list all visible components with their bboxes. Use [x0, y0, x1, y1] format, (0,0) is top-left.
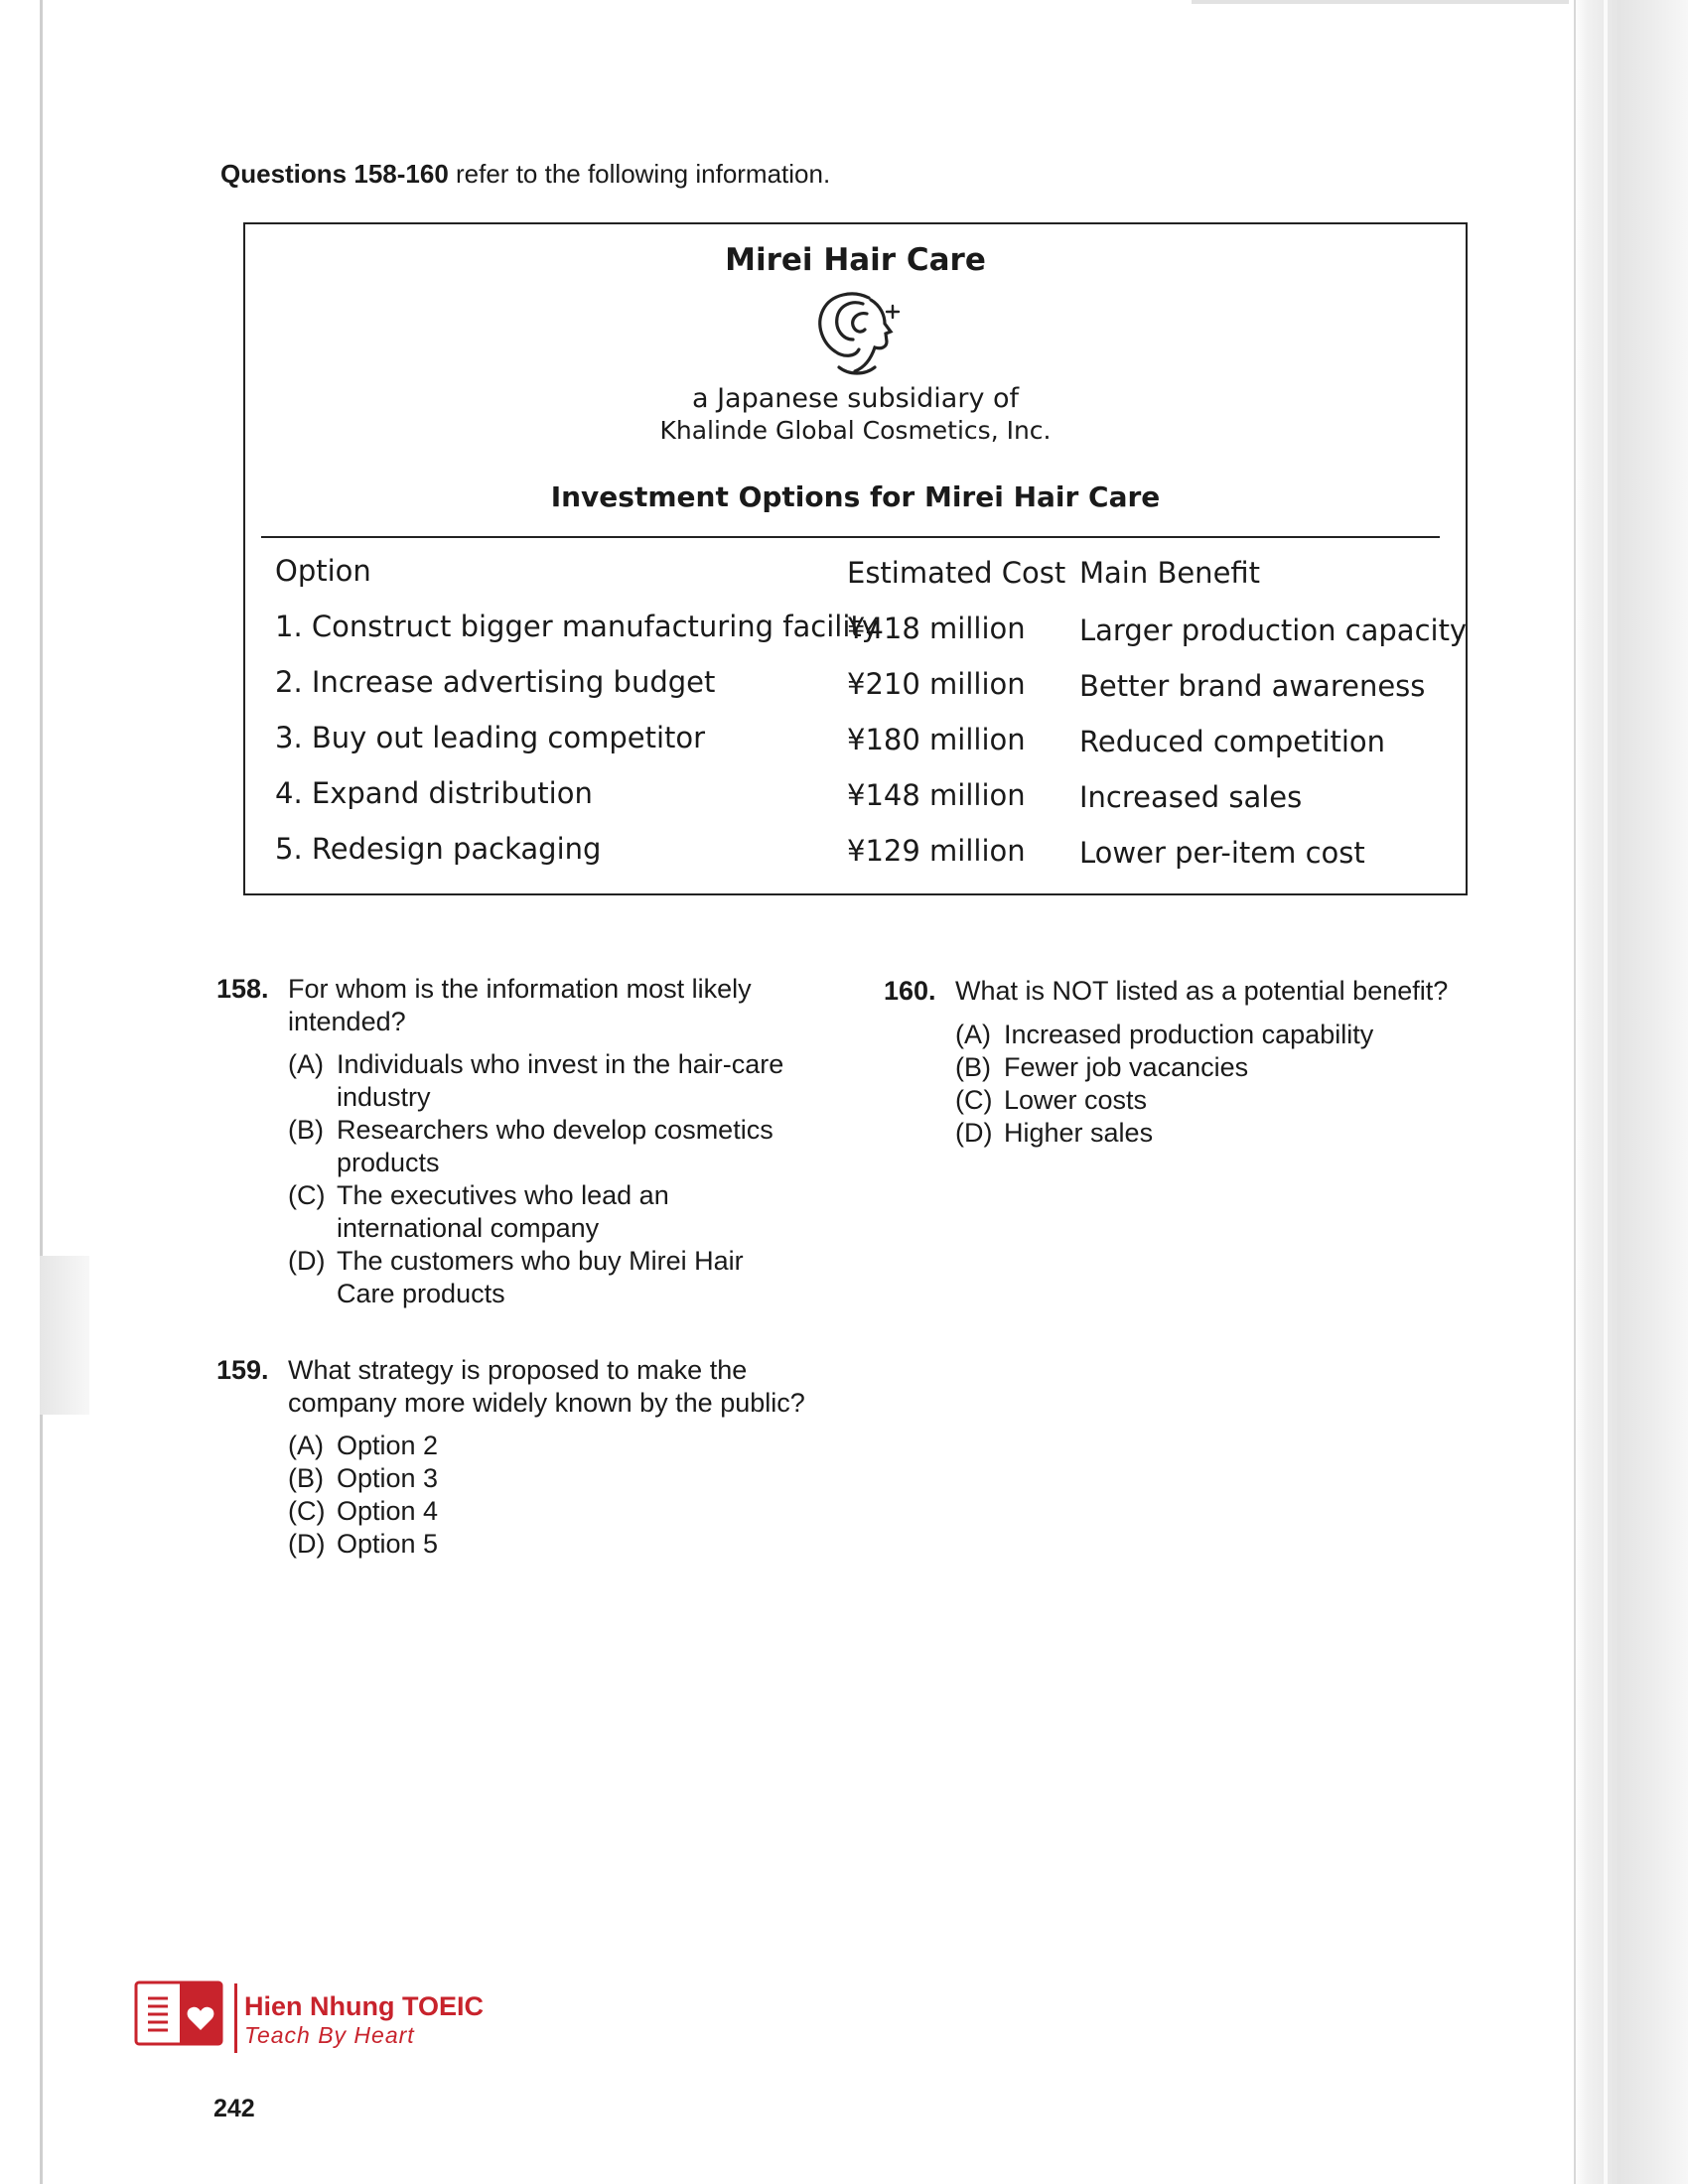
questions-range: Questions 158-160: [220, 159, 449, 189]
option-letter: (A): [288, 1049, 324, 1079]
option-letter: (B): [288, 1463, 324, 1493]
answer-option[interactable]: [955, 1084, 1394, 1117]
answer-option[interactable]: [288, 1430, 459, 1462]
option-letter: (D): [288, 1246, 326, 1276]
option-text: Option 3: [337, 1463, 439, 1493]
question-number: 158.: [216, 974, 269, 1004]
page-edge-right: [1574, 0, 1688, 2184]
subsidiary-line-1: a Japanese subsidiary of: [691, 383, 1020, 414]
scan-shadow: [1192, 0, 1569, 4]
question-number: 160.: [884, 976, 936, 1006]
cost-cell: ¥180 million: [847, 723, 1026, 756]
answer-option[interactable]: [288, 1495, 459, 1528]
answer-options: [288, 1048, 804, 1310]
benefit-cell: Lower per-item cost: [1079, 836, 1365, 870]
question-text: What strategy is proposed to make the company more widely known by the public?: [288, 1355, 805, 1418]
option-letter: (B): [288, 1115, 324, 1145]
options-title: Investment Options for Mirei Hair Care: [550, 480, 1161, 513]
option-text: Fewer job vacancies: [1004, 1052, 1249, 1082]
cost-cell: ¥148 million: [847, 778, 1026, 812]
option-text: Option 4: [337, 1496, 439, 1526]
option-cell: 4. Expand distribution: [275, 776, 593, 810]
option-text: Option 2: [337, 1431, 439, 1460]
answer-option[interactable]: [955, 1117, 1394, 1150]
answer-option[interactable]: [288, 1528, 459, 1561]
option-letter: (C): [288, 1180, 326, 1210]
option-letter: (D): [288, 1529, 326, 1559]
page-edge-left: [40, 0, 43, 2184]
answer-option[interactable]: [288, 1179, 804, 1245]
option-letter: (B): [955, 1052, 991, 1082]
answer-option[interactable]: [288, 1048, 804, 1114]
answer-option[interactable]: [955, 1051, 1394, 1084]
header-option: Option: [275, 554, 371, 588]
answer-options: [955, 1019, 1394, 1150]
header-estimated-cost: Estimated Cost: [847, 556, 1066, 590]
benefit-cell: Reduced competition: [1079, 725, 1386, 758]
answer-options: [288, 1430, 459, 1561]
question-text: What is NOT listed as a potential benefit?: [955, 976, 1449, 1006]
questions-intro: [220, 159, 830, 190]
option-text: Increased production capability: [1004, 1020, 1374, 1049]
option-text: Lower costs: [1004, 1085, 1148, 1115]
header-main-benefit: Main Benefit: [1079, 556, 1261, 590]
answer-option[interactable]: [288, 1114, 804, 1179]
brand-name: Mirei Hair Care: [725, 242, 986, 278]
option-text: Higher sales: [1004, 1118, 1154, 1148]
option-text: Individuals who invest in the hair-care industry: [337, 1049, 784, 1112]
footer-divider: [234, 1983, 237, 2053]
option-letter: (A): [288, 1431, 324, 1460]
option-letter: (A): [955, 1020, 991, 1049]
scan-smudge: [40, 1256, 89, 1415]
title-divider: [261, 536, 1440, 538]
answer-option[interactable]: [288, 1462, 459, 1495]
subsidiary-line-2: Khalinde Global Cosmetics, Inc.: [659, 416, 1052, 445]
option-text: The executives who lead an international company: [337, 1180, 669, 1243]
option-letter: (C): [288, 1496, 326, 1526]
investment-notice: [243, 222, 1468, 895]
option-cell: 5. Redesign packaging: [275, 832, 602, 866]
answer-option[interactable]: [955, 1019, 1394, 1051]
footer-tagline: Teach By Heart: [244, 2022, 415, 2048]
benefit-cell: Better brand awareness: [1079, 669, 1426, 703]
footer-brand-name: Hien Nhung TOEIC: [244, 1991, 484, 2021]
cost-cell: ¥210 million: [847, 667, 1026, 701]
option-text: The customers who buy Mirei Hair Care products: [337, 1246, 744, 1308]
page-number: 242: [213, 2095, 255, 2122]
option-cell: 1. Construct bigger manufacturing facility: [275, 610, 879, 643]
option-text: Option 5: [337, 1529, 439, 1559]
benefit-cell: Larger production capacity: [1079, 614, 1468, 647]
answer-option[interactable]: [288, 1245, 804, 1310]
option-text: Researchers who develop cosmetics products: [337, 1115, 774, 1177]
book-heart-icon: [134, 1979, 225, 2048]
option-letter: (D): [955, 1118, 993, 1148]
cost-cell: ¥129 million: [847, 834, 1026, 868]
question-number: 159.: [216, 1355, 269, 1385]
option-cell: 2. Increase advertising budget: [275, 665, 716, 699]
intro-text: refer to the following information.: [448, 159, 831, 189]
cost-cell: ¥418 million: [847, 612, 1026, 645]
woman-profile-logo-icon: [809, 284, 905, 383]
option-cell: 3. Buy out leading competitor: [275, 721, 706, 754]
option-letter: (C): [955, 1085, 993, 1115]
question-text: For whom is the information most likely intended?: [288, 974, 752, 1036]
benefit-cell: Increased sales: [1079, 780, 1303, 814]
